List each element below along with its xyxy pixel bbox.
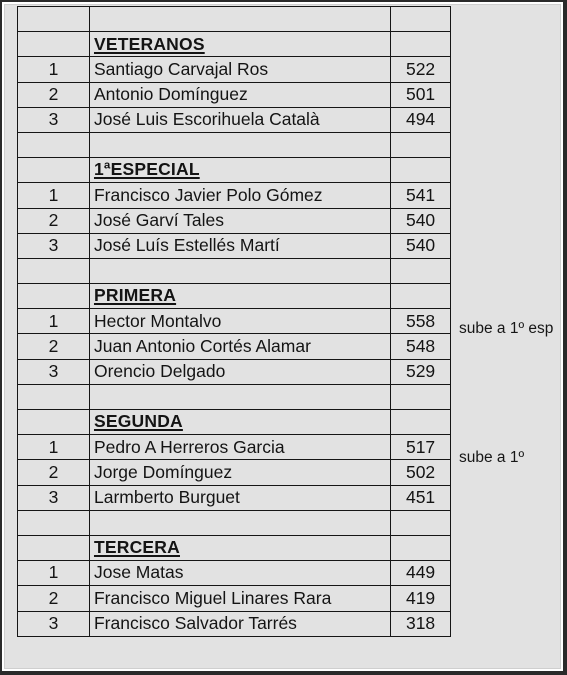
table-row xyxy=(18,233,451,258)
score-cell: 541 xyxy=(391,183,451,208)
rank-cell: 2 xyxy=(18,208,90,233)
name-cell: Orencio Delgado xyxy=(89,359,390,384)
rank-cell xyxy=(18,158,90,183)
name-cell: Larmberto Burguet xyxy=(89,485,390,510)
rank-cell xyxy=(18,384,90,409)
rank-cell: 3 xyxy=(18,485,90,510)
score-cell xyxy=(391,158,451,183)
score-cell xyxy=(391,384,451,409)
rank-cell xyxy=(18,32,90,57)
score-cell xyxy=(391,258,451,283)
score-cell xyxy=(391,32,451,57)
score-cell: 501 xyxy=(391,82,451,107)
score-cell: 558 xyxy=(391,309,451,334)
promotion-note: sube a 1º xyxy=(459,448,525,466)
name-cell xyxy=(89,7,390,32)
rank-cell: 3 xyxy=(18,359,90,384)
rank-cell: 2 xyxy=(18,586,90,611)
table-row xyxy=(18,435,451,460)
table-row xyxy=(18,460,451,485)
category-header-row xyxy=(18,535,451,560)
rank-cell xyxy=(18,510,90,535)
name-cell: Antonio Domínguez xyxy=(89,82,390,107)
name-cell: Francisco Javier Polo Gómez xyxy=(89,183,390,208)
name-cell xyxy=(89,258,390,283)
name-cell: Juan Antonio Cortés Alamar xyxy=(89,334,390,359)
table-row xyxy=(18,183,451,208)
score-cell: 517 xyxy=(391,435,451,460)
category-header-row xyxy=(18,410,451,435)
rank-cell: 2 xyxy=(18,334,90,359)
name-cell: José Luís Estellés Martí xyxy=(89,233,390,258)
spacer-row xyxy=(18,258,451,283)
rank-cell: 1 xyxy=(18,435,90,460)
score-cell: 540 xyxy=(391,233,451,258)
name-cell: Francisco Miguel Linares Rara xyxy=(89,586,390,611)
score-cell xyxy=(391,284,451,309)
promotion-note: sube a 1º esp xyxy=(459,320,554,338)
rank-cell xyxy=(18,535,90,560)
score-cell: 548 xyxy=(391,334,451,359)
score-cell: 449 xyxy=(391,561,451,586)
category-header-row xyxy=(18,32,451,57)
table-row xyxy=(18,107,451,132)
name-cell: José Garví Tales xyxy=(89,208,390,233)
score-cell xyxy=(391,510,451,535)
rank-cell xyxy=(18,7,90,32)
spacer-row xyxy=(18,132,451,157)
table-row xyxy=(18,334,451,359)
score-cell: 419 xyxy=(391,586,451,611)
rank-cell: 1 xyxy=(18,57,90,82)
rank-cell: 3 xyxy=(18,107,90,132)
rank-cell xyxy=(18,284,90,309)
table-row xyxy=(18,561,451,586)
rank-cell xyxy=(18,410,90,435)
rank-cell: 1 xyxy=(18,183,90,208)
rank-cell: 3 xyxy=(18,611,90,636)
spacer-row xyxy=(18,7,451,32)
name-cell: José Luis Escorihuela Català xyxy=(89,107,390,132)
results-table xyxy=(17,6,451,637)
category-title: VETERANOS xyxy=(89,32,390,57)
table-row xyxy=(18,611,451,636)
category-title: TERCERA xyxy=(89,535,390,560)
rank-cell: 2 xyxy=(18,82,90,107)
table-row xyxy=(18,309,451,334)
score-cell: 494 xyxy=(391,107,451,132)
rank-cell: 1 xyxy=(18,309,90,334)
category-header-row xyxy=(18,284,451,309)
table-row xyxy=(18,586,451,611)
name-cell xyxy=(89,384,390,409)
rank-cell xyxy=(18,258,90,283)
results-table-body xyxy=(18,7,451,637)
score-cell: 540 xyxy=(391,208,451,233)
name-cell: Francisco Salvador Tarrés xyxy=(89,611,390,636)
name-cell: Pedro A Herreros Garcia xyxy=(89,435,390,460)
score-cell xyxy=(391,535,451,560)
table-row xyxy=(18,485,451,510)
category-title: SEGUNDA xyxy=(89,410,390,435)
name-cell: Hector Montalvo xyxy=(89,309,390,334)
category-title: 1ªESPECIAL xyxy=(89,158,390,183)
rank-cell: 2 xyxy=(18,460,90,485)
name-cell: Jose Matas xyxy=(89,561,390,586)
table-row xyxy=(18,57,451,82)
spacer-row xyxy=(18,510,451,535)
rank-cell xyxy=(18,132,90,157)
name-cell: Jorge Domínguez xyxy=(89,460,390,485)
table-row xyxy=(18,82,451,107)
score-cell xyxy=(391,410,451,435)
rank-cell: 1 xyxy=(18,561,90,586)
score-cell xyxy=(391,132,451,157)
table-row xyxy=(18,208,451,233)
category-title: PRIMERA xyxy=(89,284,390,309)
spacer-row xyxy=(18,384,451,409)
score-cell: 451 xyxy=(391,485,451,510)
rank-cell: 3 xyxy=(18,233,90,258)
score-cell xyxy=(391,7,451,32)
table-row xyxy=(18,359,451,384)
name-cell xyxy=(89,510,390,535)
score-cell: 318 xyxy=(391,611,451,636)
scanned-results-sheet xyxy=(2,2,563,671)
score-cell: 522 xyxy=(391,57,451,82)
score-cell: 502 xyxy=(391,460,451,485)
category-header-row xyxy=(18,158,451,183)
name-cell: Santiago Carvajal Ros xyxy=(89,57,390,82)
name-cell xyxy=(89,132,390,157)
score-cell: 529 xyxy=(391,359,451,384)
